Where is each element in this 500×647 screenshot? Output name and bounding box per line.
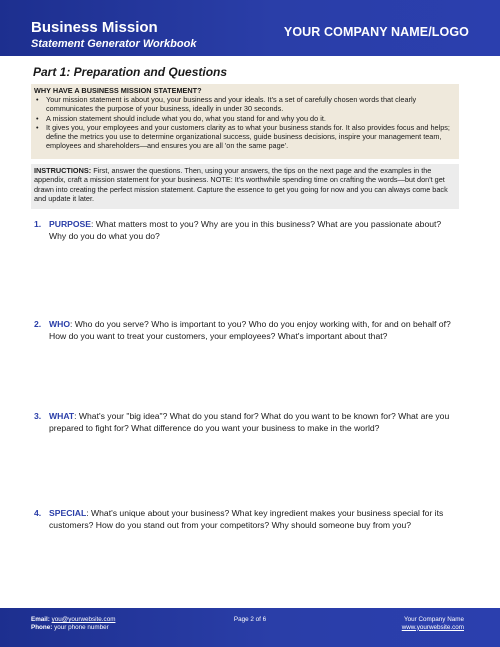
list-item — [34, 114, 456, 123]
email-label: Email: — [31, 616, 50, 623]
question-keyword: WHO — [49, 319, 71, 329]
section-title: Part 1: Preparation and Questions — [33, 65, 228, 79]
question-text: : What's your "big idea"? What do you stand for? What do you want to be known for? What are you prepared to fight for? What difference do you want your business to make in the world? — [49, 411, 450, 433]
phone-label: Phone: — [31, 623, 53, 631]
list-item — [34, 95, 456, 114]
question-keyword: PURPOSE — [49, 219, 92, 229]
question-number: 4. — [34, 508, 42, 518]
instructions-box — [31, 164, 459, 209]
document-subtitle: Statement Generator Workbook — [31, 38, 197, 50]
question-text: : What's unique about your business? What key ingredient makes your business special for its customers? How do you stand out from your competitors? Why should someone buy from you? — [49, 508, 444, 530]
question-keyword: SPECIAL — [49, 508, 87, 518]
question-what — [34, 411, 454, 434]
phone-value: your phone number — [54, 623, 109, 631]
list-item-text: It gives you, your employees and your customers clarity as to what your business stands for. It also provides focus and helps; define the metrics you use to determine organizational success, guide business decisions, inspire your management team, employees and shareholders—and ensures you are all 'on the same page'. — [46, 122, 450, 151]
question-number: 3. — [34, 411, 42, 421]
page-footer — [0, 608, 500, 647]
list-item — [34, 123, 456, 151]
question-who — [34, 319, 454, 342]
instructions-label: INSTRUCTIONS: — [34, 166, 92, 175]
bullet-icon: • — [36, 113, 39, 123]
why-box-list — [34, 95, 456, 151]
question-text: : What matters most to you? Why are you in this business? What are you passionate about? Why do you do what you do? — [49, 219, 442, 241]
instructions-text: First, answer the questions. Then, using your answers, the tips on the next page and the examples in the appendix, craft a mission statement for your business. NOTE: It's worthwhile spending time on crafting the words—but don't get drawn into creating the perfect mission statement. Capture the essence to get you going for now and you can always come back and update it later. — [34, 166, 448, 203]
list-item-text: Your mission statement is about you, your business and your ideals. It's a set of carefully chosen words that clearly communicates the purpose of your business, ideally in under 30 seconds. — [46, 95, 417, 114]
question-special — [34, 508, 454, 531]
question-keyword: WHAT — [49, 411, 75, 421]
question-number: 2. — [34, 319, 42, 329]
company-name: Your Company Name — [404, 616, 464, 623]
question-number: 1. — [34, 219, 42, 229]
footer-company — [402, 616, 464, 631]
website-link[interactable]: www.yourwebsite.com — [401, 623, 464, 631]
why-box-heading: WHY HAVE A BUSINESS MISSION STATEMENT? — [34, 86, 202, 95]
list-item-text: A mission statement should include what you do, what you stand for and why you do it. — [46, 113, 326, 123]
document-title: Business Mission — [31, 19, 158, 36]
company-logo-placeholder: YOUR COMPANY NAME/LOGO — [283, 25, 469, 39]
email-link[interactable]: you@yourwebsite.com — [51, 616, 116, 623]
bullet-icon: • — [36, 95, 39, 104]
question-purpose — [34, 219, 454, 242]
why-mission-statement-box — [31, 84, 459, 159]
question-text: : Who do you serve? Who is important to you? Who do you enjoy working with, for and on behalf of? How do you want to treat your customers, your employees? What's important about that? — [49, 319, 451, 341]
page-header — [0, 0, 500, 56]
page-number: Page 2 of 6 — [233, 616, 267, 623]
bullet-icon: • — [36, 122, 39, 132]
